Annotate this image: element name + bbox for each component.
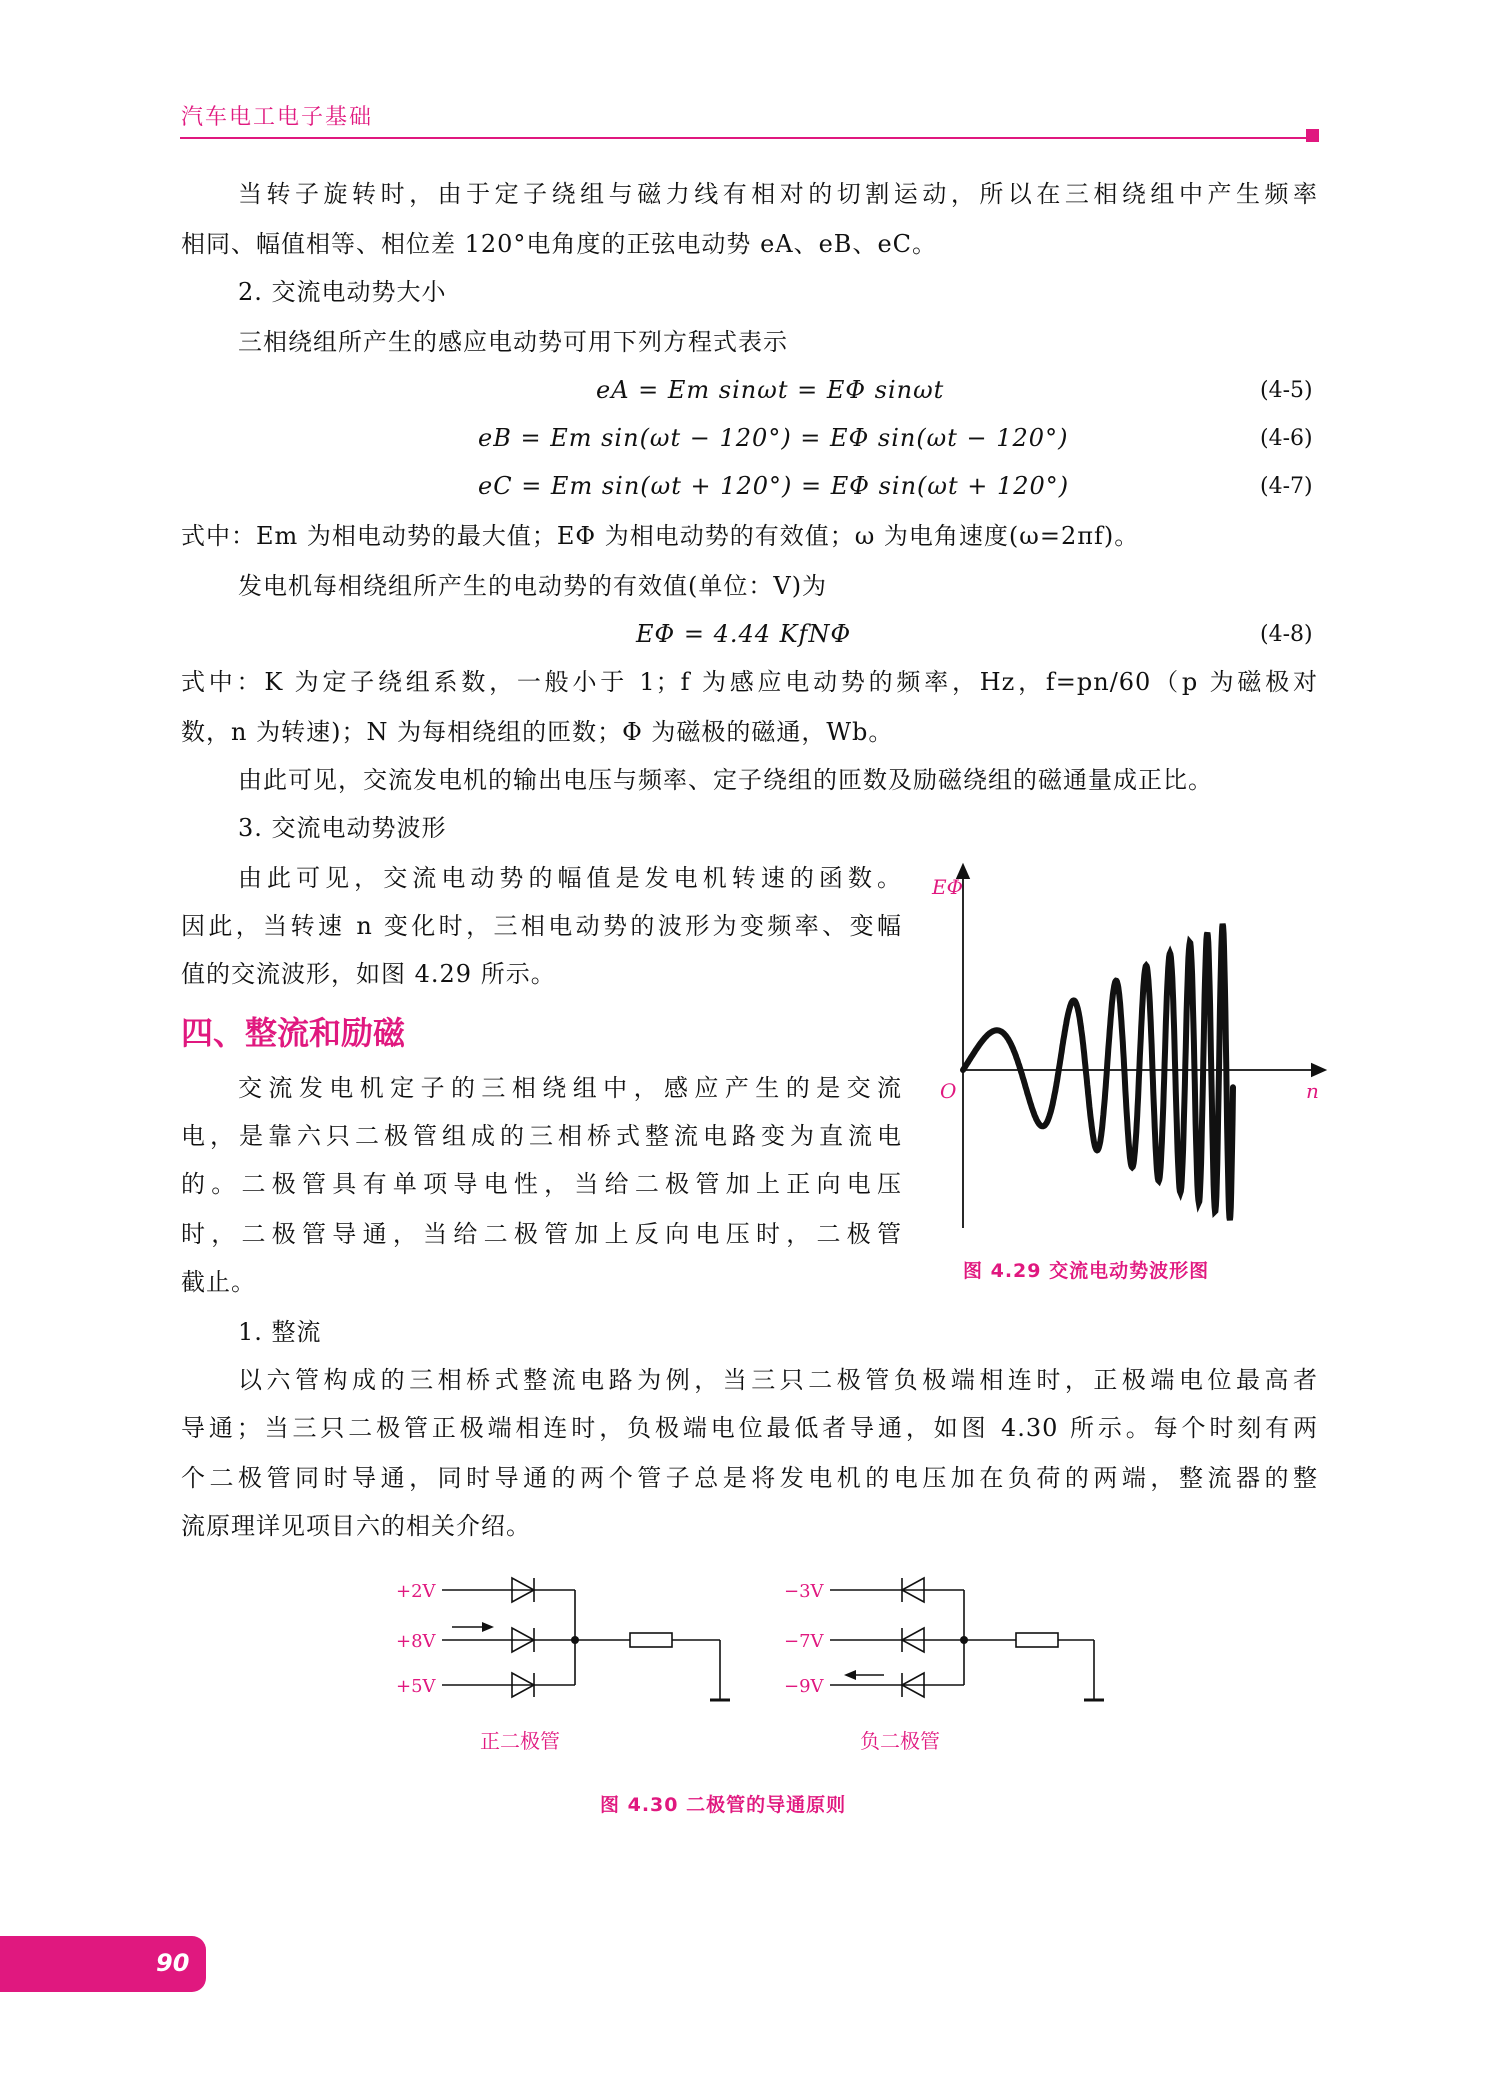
- emf-waveform: [963, 924, 1233, 1220]
- input-voltage-label: −3V: [784, 1581, 824, 1602]
- equation-number: (4-6): [1260, 426, 1313, 451]
- input-voltage-label: +2V: [396, 1581, 436, 1602]
- running-header: 汽车电工电子基础: [181, 105, 374, 130]
- paragraph-line: 时，二极管导通，当给二极管加上反向电压时，二极管: [181, 1220, 902, 1248]
- paragraph-line: 由此可见，交流电动势的幅值是发电机转速的函数。: [238, 864, 902, 892]
- header-square-marker: [1306, 129, 1319, 142]
- paragraph-line: 因此，当转速 n 变化时，三相电动势的波形为变频率、变幅: [181, 912, 902, 940]
- paragraph-line: 由此可见，交流发电机的输出电压与频率、定子绕组的匝数及励磁绕组的磁通量成正比。: [238, 766, 1213, 794]
- equation: EΦ = 4.44 KfNΦ: [636, 620, 852, 648]
- paragraph-line: 值的交流波形，如图 4.29 所示。: [181, 960, 556, 988]
- input-voltage-label: +8V: [396, 1631, 436, 1652]
- paragraph-line: 流原理详见项目六的相关介绍。: [181, 1512, 531, 1540]
- paragraph-line: 截止。: [181, 1268, 256, 1296]
- paragraph-line: 发电机每相绕组所产生的电动势的有效值(单位：V)为: [238, 572, 828, 600]
- origin-label: O: [940, 1079, 957, 1103]
- circuit-label: 负二极管: [860, 1729, 940, 1753]
- figure-caption: 图 4.29 交流电动势波形图: [963, 1260, 1210, 1282]
- equation-number: (4-8): [1260, 622, 1313, 647]
- paragraph-line: 电，是靠六只二极管组成的三相桥式整流电路变为直流电: [181, 1122, 902, 1150]
- paragraph-line: 式中：Em 为相电动势的最大值；EΦ 为相电动势的有效值；ω 为电角速度(ω=2πf)。: [181, 522, 1140, 550]
- x-axis-label: n: [1306, 1079, 1319, 1103]
- section-heading: 四、整流和励磁: [181, 1014, 406, 1052]
- equation: eA = Em sinωt = EΦ sinωt: [596, 376, 945, 404]
- equation-number: (4-7): [1260, 474, 1313, 499]
- equation-number: (4-5): [1260, 378, 1313, 403]
- subsection-heading: 2. 交流电动势大小: [238, 278, 447, 306]
- paragraph-line: 导通；当三只二极管正极端相连时，负极端电位最低者导通，如图 4.30 所示。每个时刻有两: [181, 1414, 1318, 1442]
- paragraph-line: 三相绕组所产生的感应电动势可用下列方程式表示: [238, 328, 788, 356]
- paragraph-line: 式中：K 为定子绕组系数，一般小于 1；f 为感应电动势的频率，Hz，f=pn/60（p 为磁极对: [181, 668, 1318, 696]
- paragraph-line: 相同、幅值相等、相位差 120°电角度的正弦电动势 eA、eB、eC。: [181, 230, 938, 258]
- circuit-label: 正二极管: [480, 1729, 560, 1753]
- input-voltage-label: −9V: [784, 1676, 824, 1697]
- y-axis-label: EΦ: [932, 875, 963, 899]
- paragraph-line: 以六管构成的三相桥式整流电路为例，当三只二极管负极端相连时，正极端电位最高者: [238, 1366, 1318, 1394]
- paragraph-line: 的。二极管具有单项导电性，当给二极管加上正向电压: [181, 1170, 902, 1198]
- subsection-heading: 1. 整流: [238, 1318, 322, 1346]
- paragraph-line: 当转子旋转时，由于定子绕组与磁力线有相对的切割运动，所以在三相绕组中产生频率: [238, 180, 1318, 208]
- header-rule: [180, 137, 1308, 139]
- figure-caption: 图 4.30 二极管的导通原则: [600, 1794, 847, 1816]
- page-number: 90: [156, 1949, 190, 1977]
- positive-diode-circuit: [442, 1578, 730, 1700]
- input-voltage-label: +5V: [396, 1676, 436, 1697]
- subsection-heading: 3. 交流电动势波形: [238, 814, 447, 842]
- input-voltage-label: −7V: [784, 1631, 824, 1652]
- equation: eC = Em sin(ωt + 120°) = EΦ sin(ωt + 120°): [478, 472, 1070, 500]
- figure-4-29-waveform: [920, 860, 1340, 1240]
- paragraph-line: 数，n 为转速)；N 为每相绕组的匝数；Φ 为磁极的磁通，Wb。: [181, 718, 894, 746]
- paragraph-line: 个二极管同时导通，同时导通的两个管子总是将发电机的电压加在负荷的两端，整流器的整: [181, 1464, 1318, 1492]
- figure-4-30-diode-circuits: [390, 1570, 1130, 1770]
- paragraph-line: 交流发电机定子的三相绕组中，感应产生的是交流: [238, 1074, 902, 1102]
- equation: eB = Em sin(ωt − 120°) = EΦ sin(ωt − 120°): [478, 424, 1069, 452]
